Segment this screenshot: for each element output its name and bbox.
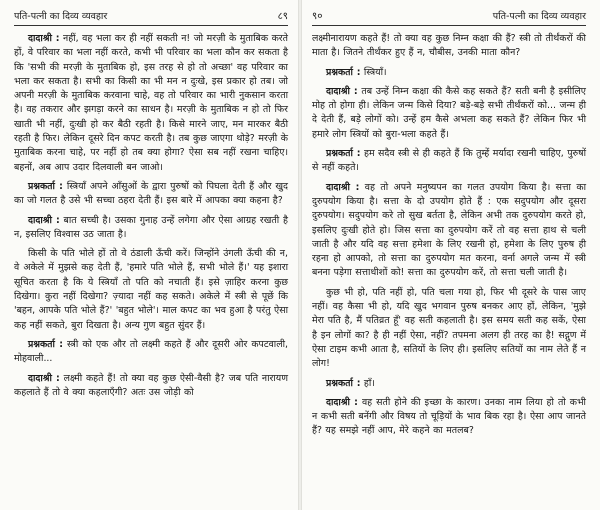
paragraph-text: स्त्री को एक और तो लक्ष्मी कहते हैं और दूसरी ओर कपटवाली, मोहवाली... bbox=[14, 338, 288, 365]
speaker-label: प्रश्नकर्ता : bbox=[326, 66, 361, 78]
right-page bbox=[300, 0, 600, 510]
speaker-label: दादाश्री : bbox=[326, 181, 360, 193]
paragraph bbox=[14, 214, 288, 243]
paragraph-text: किसी के पति भोले हों तो वे ठंडाली ऊँची करें। जिन्होंने उंगली ऊँची की न, वे अकेले में मुझसे कह देती हैं, 'हमारे पति भोले हैं, सभी भोले हैं।' यह इशारा सूचित करता है कि ये स्त्रियाँ तो पति को नचाती हैं। इसे ज़ाहिर करना कुछ दिखेगा। कुरा नहीं दिखेगा? ज़्यादा नहीं कह सकते। अकेले में स्त्री से पूछें कि 'बहन, आपके पति भोले हैं?' 'बहुत भोले'। माल कपट का भव हुआ है परंतु ऐसा कह नहीं सकते, बुरा दिखता है। अन्य गुण बहुत सुंदर हैं। bbox=[14, 248, 288, 331]
paragraph bbox=[312, 286, 586, 372]
speaker-label: प्रश्नकर्ता : bbox=[28, 338, 63, 350]
paragraph bbox=[312, 181, 586, 281]
paragraph-text: हाँ। bbox=[360, 377, 375, 389]
paragraph bbox=[14, 372, 288, 401]
speaker-label: दादाश्री : bbox=[28, 372, 60, 384]
paragraph-text: वह सती होने की इच्छा के कारण। उनका नाम लिया हो तो कभी न कभी सती बनेंगी और विषय तो चूड़ियों के भाव बिक रहा है। ऐसा आप जानते हैं? यह समझे नहीं आप, मेरे कहने का मतलब? bbox=[312, 396, 586, 437]
paragraph-text: तब उन्हें निम्न कक्षा की कैसे कह सकते हैं? सती बनी है इसीलिए मोह तो होगा ही। लेकिन जन्म किसे दिया? बड़े-बड़े सभी तीर्थंकरों को... जन्म ही दे देती हैं, बड़े लोगों को। उन्हें हम कैसे अभला कह सकते हैं? लेकिन फिर भी हमारे लोग स्त्रियों को बुरा-भला कहते हैं। bbox=[312, 85, 586, 140]
paragraph-text: लक्ष्मी कहते हैं! तो क्या वह कुछ ऐसी-वैसी है? जब पति नारायण कहलाते हैं तो वे क्या कहलाएँगी? अतः उस जोड़ी को bbox=[14, 372, 288, 398]
right-page-header bbox=[312, 8, 586, 26]
paragraph-text: बात सच्ची है। उसका गुनाह उन्हें लगेगा और ऐसा आग्रह रखती है न, इसलिए विश्वास उठ जाता है। bbox=[14, 214, 288, 240]
speaker-label: प्रश्नकर्ता : bbox=[326, 148, 361, 160]
right-page-number: ९० bbox=[312, 11, 323, 22]
speaker-label: दादाश्री : bbox=[28, 214, 60, 226]
left-page-header bbox=[14, 8, 288, 26]
left-page-title: पति-पत्नी का दिव्य व्यवहार bbox=[14, 11, 108, 22]
speaker-label: प्रश्नकर्ता : bbox=[28, 180, 63, 192]
paragraph bbox=[312, 66, 586, 80]
paragraph bbox=[312, 85, 586, 142]
paragraph-text: स्त्रियाँ अपने आँसुओं के द्वारा पुरुषों को पिघला देती हैं और खुद का जो गलत है उसे भी सच्चा ठहरा देती हैं। इस बारे में आपका क्या कहना है? bbox=[14, 180, 288, 207]
paragraph bbox=[14, 32, 288, 175]
speaker-label: दादाश्री : bbox=[326, 396, 358, 408]
speaker-label: दादाश्री : bbox=[326, 85, 358, 97]
paragraph-text: स्त्रियाँ। bbox=[360, 66, 387, 78]
speaker-label: प्रश्नकर्ता : bbox=[326, 377, 361, 389]
paragraph bbox=[312, 377, 586, 391]
paragraph bbox=[14, 180, 288, 209]
speaker-label: दादाश्री : bbox=[28, 33, 60, 44]
paragraph-text: नहीं, वह भला कर ही नहीं सकती न! जो मरज़ी के मुताबिक करते हों, वे परिवार का भला नहीं करते, कभी भी परिवार का भला कौन कर सकता है कि 'सभी की मरज़ी के मुताबिक हो, इस तरह से हो तो अच्छा' वह परिवार का भला कर सकता है। सभी का किसी का भी मन न दुःखे, इस प्रकार हो तब। जो अपनी मरज़ी के मुताबिक करवाना चाहे, वह तो परिवार का भारी नुकसान करता है। वह तकरार और झगड़ा करने का साधन है। मरज़ी के मुताबिक न हो तो फिर खाती भी नहीं, दुःखी हो कर बैठी रहती है। किसे मारने जाए, मन मारकर बैठी रहती है फिर। लेकिन दूसरे दिन कपट करती है। तब कुछ जाएगा थोड़े? मरज़ी के मुताबिक करना चाहे, पर नहीं हो तब क्या होगा? ऐसा सब नहीं रखना चाहिए। बहनों, अब आप उदार दिलवाली बन जाओ। bbox=[14, 33, 288, 173]
paragraph-text: लक्ष्मीनारायण कहते हैं! तो क्या वह कुछ निम्न कक्षा की हैं? स्त्री तो तीर्थंकरों की माता है। जितने तीर्थंकर हुए हैं न, चौबीस, उनकी माता कौन? bbox=[312, 33, 586, 59]
right-page-title: पति-पत्नी का दिव्य व्यवहार bbox=[492, 11, 586, 22]
paragraph bbox=[14, 247, 288, 333]
paragraph bbox=[312, 32, 586, 61]
paragraph-text: हम सदैव स्त्री से ही कहते हैं कि तुम्हें मर्यादा रखनी चाहिए, पुरुषों से नहीं कहते। bbox=[312, 148, 587, 174]
paragraph bbox=[14, 338, 288, 367]
paragraph bbox=[312, 147, 586, 176]
paragraph bbox=[312, 396, 586, 439]
left-page-number: ८९ bbox=[277, 11, 288, 22]
paragraph-text: कुछ भी हो, पति नहीं हो, पति चला गया हो, फिर भी दूसरे के पास जाए नहीं। वह कैसा भी हो, यदि खुद भगवान पुरुष बनकर आए हों, लेकिन, 'मुझे मेरा पति है, मैं पतिव्रत हूँ' वह सती कहलाती है। इस समय सती कह सकें, ऐसा है इन लोगों का? है ही नहीं ऐसा, नहीं? तपमना अलग ही तरह का है! सद्गुण में ऐसा टाइम कभी आता है, सतियों के लिए ही। इसलिए सतियों का नाम लेते हैं न लोग! bbox=[312, 286, 586, 370]
paragraph-text: वह तो अपने मनुष्यपन का गलत उपयोग किया है। सत्ता का दुरुपयोग किया है। सत्ता के दो उपयोग होते हैं : एक सदुपयोग और दूसरा दुरुपयोग। सदुपयोग करे तो सुख बर्तता है, लेकिन अभी तक दुरुपयोग करते हो, इसलिए दुःखी होते हो। जिस सत्ता का दुरुपयोग करें तो वह सत्ता हाथ से चली जाती है और यदि वह सत्ता हमेशा के लिए रखनी हो, हमेशा के लिए पुरुष ही रहना हो आपको, तो सत्ता का दुरुपयोग मत करना, वर्ना अगले जन्म में स्त्री बनना पड़ेगा सत्ताधीशों को! सत्ता का दुरुपयोग करें, तो सत्ता चली जाती है। bbox=[312, 181, 586, 279]
